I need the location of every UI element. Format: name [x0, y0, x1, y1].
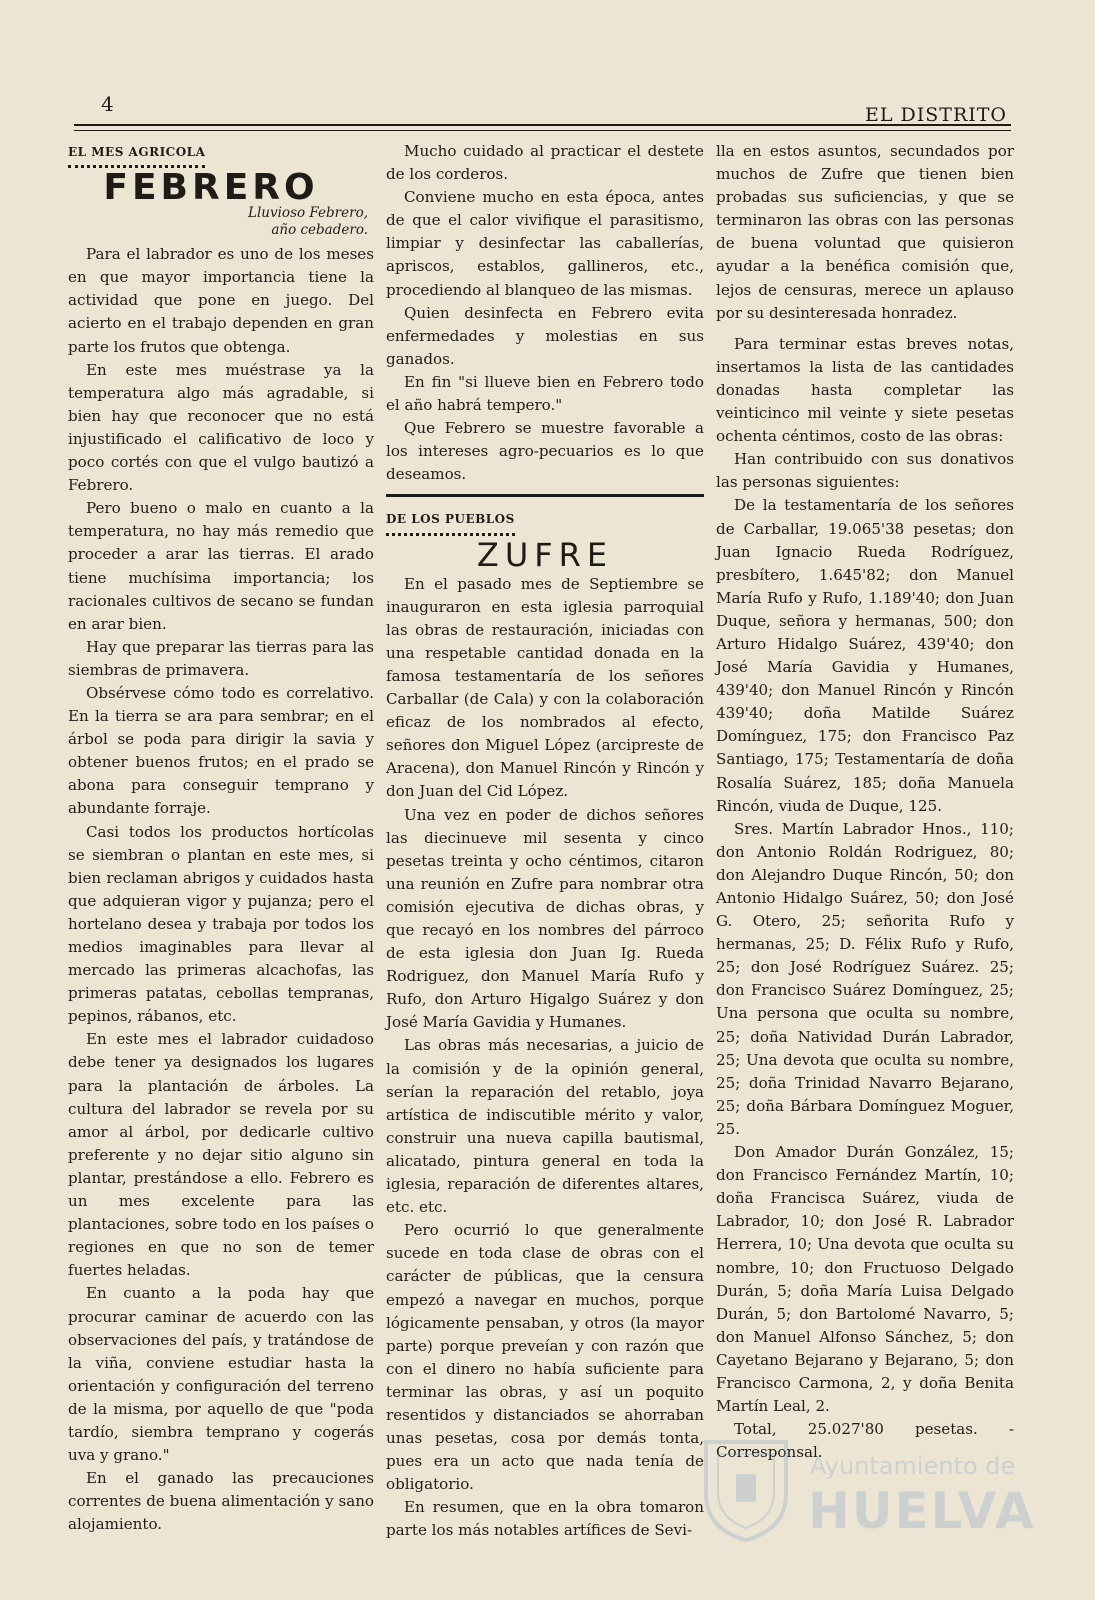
section-divider	[386, 494, 704, 497]
paragraph: Han contribuido con sus donativos las personas siguientes:	[716, 450, 1014, 492]
epigraph-line: año cebadero.	[271, 222, 368, 239]
paragraph: Que Febrero se muestre favorable a los intereses agro-pecuarios es lo que deseamos.	[386, 419, 704, 484]
paragraph: Don Amador Durán González, 15; don Francisco Fernández Martín, 10; doña Francisca Suárez, viuda de Labrador, 10; don José R. Labrador Herrera, 10; Una devota que oculta su nombre, 10; don Fructuoso Delgado Durán, 5; doña María Luisa Delgado Durán, 5; don Bartolomé Navarro, 5; don Manuel Alfonso Sánchez, 5; don Cayetano Bejarano y Bejarano, 5; don Francisco Carmona, 2, y doña Benita Martín Leal, 2.	[716, 1143, 1014, 1416]
column-1	[68, 140, 374, 1536]
paragraph: En fin "si llueve bien en Febrero todo el año habrá tempero."	[386, 372, 704, 415]
masthead: EL DISTRITO	[864, 104, 1007, 126]
paragraph: Mucho cuidado al practicar el destete de los corderos.	[386, 142, 704, 184]
paragraph: En este mes el labrador cuidadoso debe tener ya designados los lugares para la plantación de árboles. La cultura del labrador se revela por su amor al árbol, por dedicarle cultivo preferente y no dejar sitio alguno sin plantar, prestándose a ello. Febrero es un mes excelente para las plantaciones, sobre todo en los países o regiones en que no son de temer fuertes heladas.	[68, 1030, 374, 1280]
watermark-ayuntamiento-huelva	[690, 1430, 1036, 1550]
paragraph: Pero ocurrió lo que generalmente sucede en toda clase de obras con el carácter de públicas, que la censura empezó a navegar en muchos, porque lógicamente pensaban, y otros (la mayor parte) porque preveían y con razón que con el dinero no había suficiente para terminar las obras, y así un poquito resentidos y distanciados se ahorraban unas pesetas, cosa por demás tonta, pues era un acto que nada tenía de obligatorio.	[386, 1221, 704, 1494]
paragraph: Una vez en poder de dichos señores las diecinueve mil sesenta y cinco pesetas treinta y ocho céntimos, citaron una reunión en Zufre para nombrar otra comisión ejecutiva de dichas obras, y que recayó en los nombres del párroco de esta iglesia don Juan Ig. Rueda Rodriguez, don Manuel María Rufo y Rufo, don Arturo Higalgo Suárez y don José María Gavidia y Humanes.	[386, 805, 704, 1032]
epigraph-line: Lluvioso Febrero,	[248, 205, 368, 222]
paragraph: Las obras más necesarias, a juicio de la comisión y de la opinión general, serían la reparación del retablo, joya artística de indiscutible mérito y valor, construir una nueva capilla bautismal, alicatado, pintura general en toda la iglesia, reparación de diferentes altares, etc. etc.	[386, 1036, 704, 1217]
paragraph: Total, 25.027'80 pesetas. - Corresponsal.	[716, 1420, 1014, 1462]
paragraph: Conviene mucho en esta época, antes de que el calor vivifique el parasitismo, limpiar y desinfectar las caballerías, apriscos, establos, gallineros, etc., procediendo al blanqueo de las mismas.	[386, 188, 704, 299]
section-label-mes-agricola: EL MES AGRICOLA	[68, 141, 205, 168]
paragraph: Pero bueno o malo en cuanto a la temperatura, no hay más remedio que proceder a arar las tierras. El arado tiene muchísima importancia; los racionales cultivos de secano se fundan en arar bien.	[68, 499, 374, 633]
paragraph: En cuanto a la poda hay que procurar caminar de acuerdo con las observaciones del país, y tratándose de la viña, conviene estudiar hasta la orientación y configuración del terreno de la misma, por aquello de que "poda tardío, siembra temprano y cogerás uva y grano."	[68, 1284, 374, 1465]
paragraph: Para el labrador es uno de los meses en que mayor importancia tiene la actividad que pone en juego. Del acierto en el trabajo dependen en gran parte los frutos que obtenga.	[68, 245, 374, 356]
epigraph	[68, 205, 368, 239]
paragraph: De la testamentaría de los señores de Carballar, 19.065'38 pesetas; don Juan Ignacio Rueda Rodríguez, presbítero, 1.645'82; don Manuel María Rufo y Rufo, 1.189'40; don Juan Duque, señora y hermanas, 500; don Arturo Hidalgo Suárez, 439'40; don José María Gavidia y Humanes, 439'40; don Manuel Rincón y Rincón 439'40; doña Matilde Suárez Domínguez, 175; don Francisco Paz Santiago, 175; Testamentaría de doña Rosalía Suárez, 185; doña Manuela Rincón, viuda de Duque, 125.	[716, 496, 1014, 815]
header-rule	[74, 124, 1011, 126]
paragraph: Sres. Martín Labrador Hnos., 110; don Antonio Roldán Rodriguez, 80; don Alejandro Duque Rincón, 50; don Antonio Hidalgo Suárez, 50; don José G. Otero, 25; señorita Rufo y hermanas, 25; D. Félix Rufo y Rufo, 25; don José Rodríguez Suárez. 25; don Francisco Suárez Domínguez, 25; Una persona que oculta su nombre, 25; doña Natividad Durán Labrador, 25; Una devota que oculta su nombre, 25; doña Trinidad Navarro Bejarano, 25; doña Bárbara Domínguez Moguer, 25.	[716, 819, 1014, 1138]
paragraph: Para terminar estas breves notas, insertamos la lista de las cantidades donadas hasta completar las veinticinco mil veinte y siete pesetas ochenta céntimos, costo de las obras:	[716, 334, 1014, 446]
article-title-zufre: ZUFRE	[476, 535, 614, 574]
paragraph: Obsérvese cómo todo es correlativo. En la tierra se ara para sembrar; en el árbol se poda para dirigir la savia y obtener buenos frutos; en el prado se abona para conseguir temprano y abundante forraje.	[68, 683, 374, 818]
page-number: 4	[101, 92, 114, 116]
crest-icon	[696, 1434, 796, 1544]
paragraph: En resumen, que en la obra tomaron parte los más notables artífices de Sevi-	[386, 1498, 704, 1540]
paragraph: Hay que preparar las tierras para las siembras de primavera.	[68, 637, 374, 679]
article-title-febrero: FEBRERO	[103, 167, 319, 209]
paragraph: lla en estos asuntos, secundados por muchos de Zufre que tienen bien probadas sus suficiencias, y que se terminaron las obras con las personas de buena voluntad que quisieron ayudar a la benéfica comisión que, lejos de censuras, merece un aplauso por su desinteresada honradez.	[716, 142, 1014, 322]
watermark-line1: Ayuntamiento de	[810, 1452, 1016, 1480]
column-3	[716, 140, 1014, 1464]
paragraph: Casi todos los productos hortícolas se siembran o plantan en este mes, si bien reclaman abrigos y cuidados hasta que adquieran vigor y pujanza; pero el hortelano desea y trabaja por todos los medios imaginables para llevar al mercado las primeras alcachofas, las primeras patatas, cebollas tempranas, pepinos, rábanos, etc.	[68, 822, 374, 1026]
watermark-line2: HUELVA	[808, 1482, 1036, 1540]
column-2	[386, 140, 704, 1543]
paragraph: En el pasado mes de Septiembre se inauguraron en esta iglesia parroquial las obras de restauración, iniciadas con una respetable cantidad donada en la famosa testamentaría de los señores Carballar (de Cala) y con la colaboración eficaz de los nombrados al efecto, señores don Miguel López (arcipreste de Aracena), don Manuel Rincón y Rincón y don Juan del Cid López.	[386, 574, 704, 801]
paragraph: En este mes muéstrase ya la temperatura algo más agradable, si bien hay que reconocer que no está injustificado el calificativo de loco y poco cortés con que el vulgo bautizó a Febrero.	[68, 360, 374, 495]
header-rule-thin	[74, 130, 1011, 131]
paragraph: En el ganado las precauciones correntes de buena alimentación y sano alojamiento.	[68, 1469, 374, 1534]
paragraph: Quien desinfecta en Febrero evita enfermedades y molestias en sus ganados.	[386, 303, 704, 368]
section-label-de-los-pueblos: DE LOS PUEBLOS	[386, 508, 515, 535]
